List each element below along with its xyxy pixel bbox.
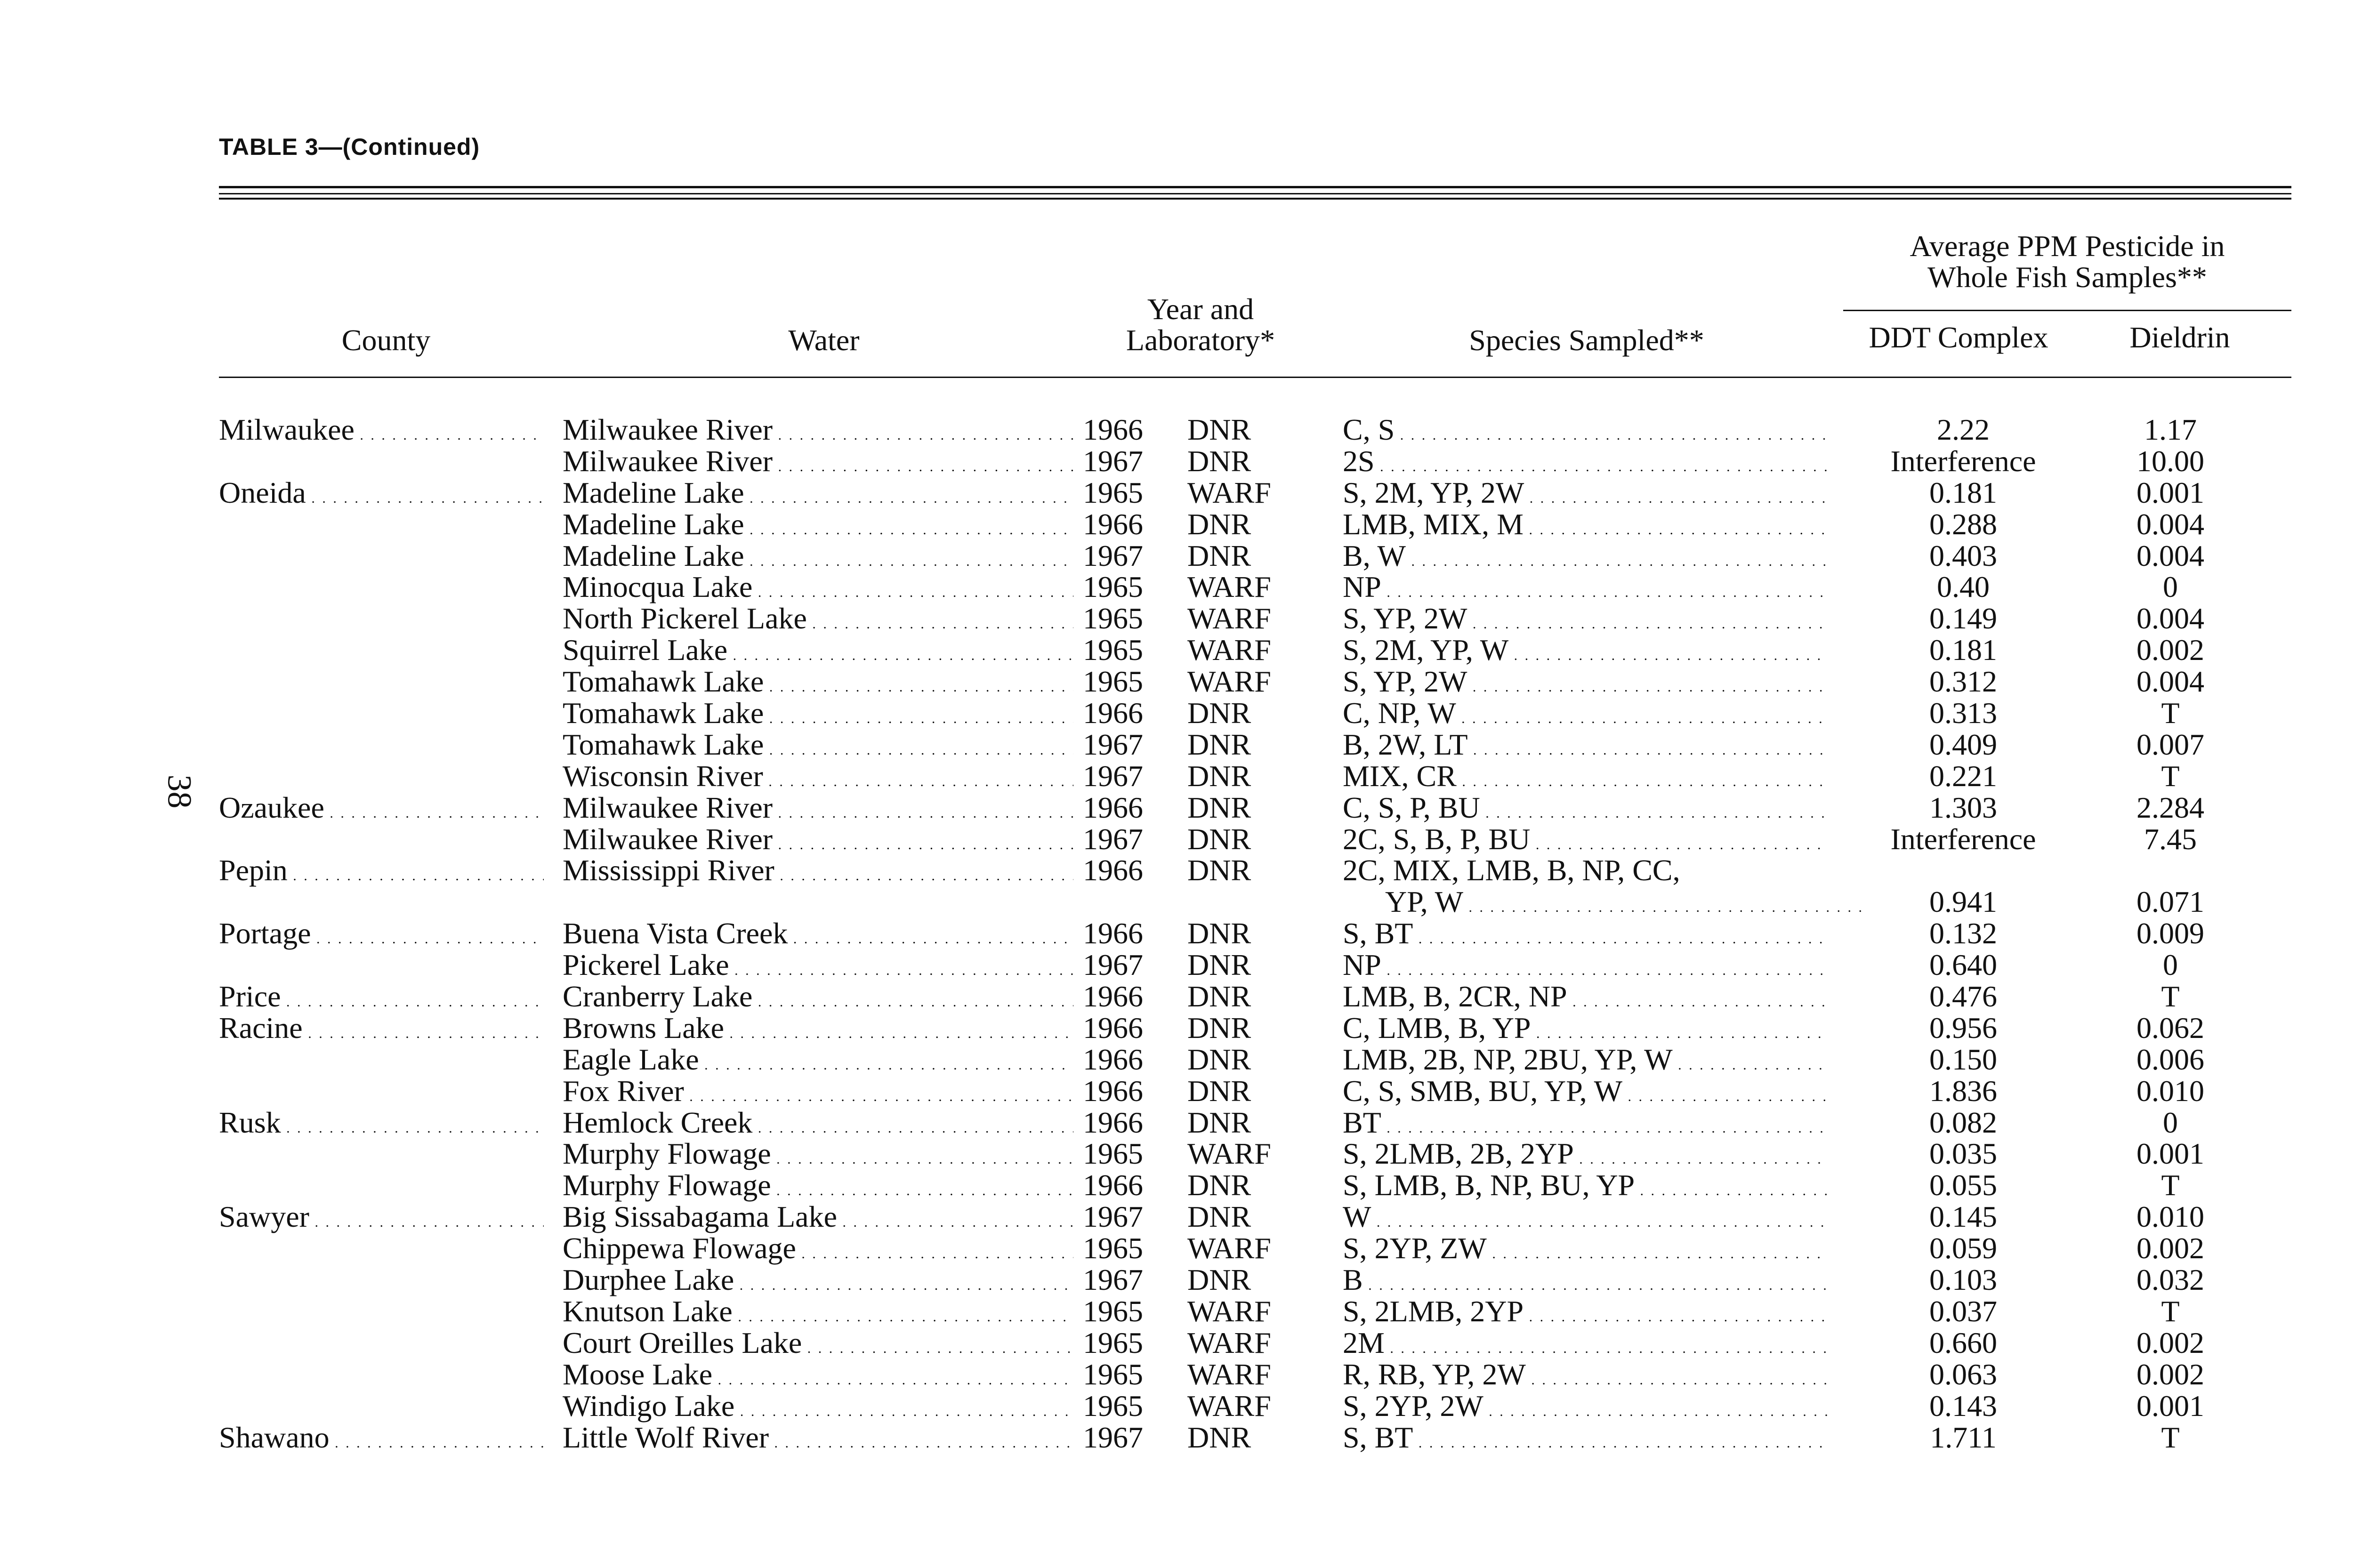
table-row	[0, 571, 2354, 603]
species-cell: S, 2YP, 2W . . .	[1343, 1391, 1828, 1427]
species-cell: 2S . . .	[1343, 446, 1828, 482]
water-cell: Knutson Lake . . .	[563, 1296, 1073, 1333]
species-cell: S, BT . . .	[1343, 918, 1828, 955]
laboratory-cell: WARF	[1187, 1295, 1271, 1327]
water-cell: Madeline Lake . . .	[563, 540, 1073, 577]
water-cell: Pickerel Lake . . .	[563, 949, 1073, 986]
year-cell: 1967	[1083, 729, 1143, 760]
table-caption: TABLE 3—(Continued)	[219, 134, 480, 160]
laboratory-cell: WARF	[1187, 1359, 1271, 1390]
species-cell: C, NP, W . . .	[1343, 698, 1828, 734]
table-row	[0, 855, 2354, 886]
dieldrin-cell: 0.002	[2136, 1359, 2204, 1390]
page-number: 38	[161, 774, 199, 809]
laboratory-cell: DNR	[1187, 1075, 1251, 1107]
water-cell: Durphee Lake . . .	[563, 1264, 1073, 1301]
water-cell: Milwaukee River . . .	[563, 792, 1073, 829]
ddt-complex-cell: 0.149	[1929, 603, 1997, 635]
year-cell: 1965	[1083, 571, 1143, 603]
ddt-complex-cell: 0.640	[1929, 949, 1997, 981]
ddt-complex-cell: 0.288	[1929, 508, 1997, 540]
year-cell: 1966	[1083, 1075, 1143, 1107]
water-cell: Big Sissabagama Lake . . .	[563, 1201, 1073, 1238]
dieldrin-cell: 0.006	[2136, 1044, 2204, 1075]
table-row	[0, 886, 2354, 918]
table-row	[0, 981, 2354, 1013]
species-cell: S, 2LMB, 2YP . . .	[1343, 1296, 1828, 1333]
year-cell: 1965	[1083, 1359, 1143, 1390]
year-cell: 1966	[1083, 918, 1143, 949]
table-row	[0, 1422, 2354, 1454]
laboratory-cell: WARF	[1187, 635, 1271, 666]
ddt-complex-cell: 0.055	[1929, 1170, 1997, 1201]
water-cell: Browns Lake . . .	[563, 1013, 1073, 1049]
laboratory-cell: WARF	[1187, 1233, 1271, 1264]
dieldrin-cell: 0.004	[2136, 540, 2204, 571]
year-cell: 1967	[1083, 760, 1143, 792]
water-cell: Tomahawk Lake . . .	[563, 666, 1073, 703]
table-row	[0, 1107, 2354, 1139]
species-cell: B . . .	[1343, 1264, 1828, 1301]
laboratory-cell: DNR	[1187, 1012, 1251, 1044]
table-row	[0, 729, 2354, 761]
top-rule	[219, 186, 2291, 188]
table-row	[0, 446, 2354, 477]
water-cell: Milwaukee River . . .	[563, 446, 1073, 482]
species-cell: S, 2M, YP, 2W . . .	[1343, 477, 1828, 514]
table-row	[0, 414, 2354, 446]
county-cell: Oneida . . .	[219, 477, 544, 514]
water-cell: Little Wolf River . . .	[563, 1422, 1073, 1459]
top-rule	[219, 198, 2291, 200]
species-cell: LMB, 2B, NP, 2BU, YP, W . . .	[1343, 1044, 1828, 1081]
county-cell: Portage . . .	[219, 918, 544, 955]
dieldrin-cell: 0.004	[2136, 603, 2204, 635]
dieldrin-cell: 0.001	[2136, 1138, 2204, 1170]
ddt-complex-cell: 0.103	[1929, 1264, 1997, 1296]
water-cell: Fox River . . .	[563, 1076, 1073, 1112]
laboratory-cell: DNR	[1187, 1264, 1251, 1296]
ddt-complex-cell: 0.181	[1929, 635, 1997, 666]
dieldrin-cell: 10.00	[2136, 445, 2204, 477]
species-cell: NP . . .	[1343, 571, 1828, 608]
dieldrin-cell: 0.007	[2136, 729, 2204, 760]
county-cell: Milwaukee . . .	[219, 414, 544, 451]
laboratory-cell: DNR	[1187, 445, 1251, 477]
top-rule	[219, 193, 2291, 194]
table-row	[0, 1391, 2354, 1422]
table-row	[0, 1013, 2354, 1044]
table-row	[0, 1359, 2354, 1391]
laboratory-cell: DNR	[1187, 760, 1251, 792]
county-cell: Racine . . .	[219, 1013, 544, 1049]
laboratory-cell: DNR	[1187, 540, 1251, 571]
species-cell: 2C, S, B, P, BU . . .	[1343, 824, 1828, 860]
ddt-complex-cell: 0.059	[1929, 1233, 1997, 1264]
header-average-ppm: Average PPM Pesticide in Whole Fish Samples**	[1910, 229, 2225, 294]
year-cell: 1965	[1083, 1295, 1143, 1327]
ddt-complex-cell: 1.711	[1930, 1422, 1997, 1453]
laboratory-cell: WARF	[1187, 603, 1271, 635]
dieldrin-cell: 0.004	[2136, 508, 2204, 540]
water-cell: Windigo Lake . . .	[563, 1391, 1073, 1427]
dieldrin-cell: 0	[2163, 949, 2178, 981]
laboratory-cell: DNR	[1187, 1201, 1251, 1233]
species-cell: LMB, B, 2CR, NP . . .	[1343, 981, 1828, 1018]
year-cell: 1966	[1083, 792, 1143, 823]
laboratory-cell: DNR	[1187, 949, 1251, 981]
table-row	[0, 540, 2354, 572]
table-row	[0, 1201, 2354, 1233]
dieldrin-cell: 0.032	[2136, 1264, 2204, 1296]
species-cell: 2C, MIX, LMB, B, NP, CC,	[1343, 855, 1680, 886]
year-cell: 1967	[1083, 540, 1143, 571]
species-cell: R, RB, YP, 2W . . .	[1343, 1359, 1828, 1396]
species-cell: B, 2W, LT . . .	[1343, 729, 1828, 766]
water-cell: Murphy Flowage . . .	[563, 1138, 1073, 1175]
table-row	[0, 603, 2354, 635]
water-cell: North Pickerel Lake . . .	[563, 603, 1073, 640]
year-cell: 1967	[1083, 949, 1143, 981]
water-cell: Hemlock Creek . . .	[563, 1107, 1073, 1144]
species-cell: S, 2M, YP, W . . .	[1343, 635, 1828, 671]
table-row	[0, 635, 2354, 666]
laboratory-cell: DNR	[1187, 823, 1251, 855]
water-cell: Cranberry Lake . . .	[563, 981, 1073, 1018]
ddt-complex-cell: 0.313	[1929, 698, 1997, 729]
species-cell: BT . . .	[1343, 1107, 1828, 1144]
ddt-complex-cell: 1.836	[1929, 1075, 1997, 1107]
ddt-complex-cell: 0.132	[1929, 918, 1997, 949]
table-row	[0, 1296, 2354, 1327]
year-cell: 1966	[1083, 855, 1143, 886]
water-cell: Madeline Lake . . .	[563, 477, 1073, 514]
laboratory-cell: WARF	[1187, 1327, 1271, 1359]
header-ddt-complex: DDT Complex	[1869, 321, 2048, 354]
water-cell: Chippewa Flowage . . .	[563, 1233, 1073, 1270]
ddt-complex-cell: 0.409	[1929, 729, 1997, 760]
table-row	[0, 698, 2354, 729]
table-row	[0, 918, 2354, 949]
dieldrin-cell: 0	[2163, 571, 2178, 603]
species-cell: S, BT . . .	[1343, 1422, 1828, 1459]
table-row	[0, 1327, 2354, 1359]
year-cell: 1965	[1083, 477, 1143, 508]
laboratory-cell: DNR	[1187, 981, 1251, 1013]
table-row	[0, 1044, 2354, 1076]
dieldrin-cell: T	[2161, 1295, 2180, 1327]
table-row	[0, 509, 2354, 540]
laboratory-cell: DNR	[1187, 508, 1251, 540]
species-cell: YP, W . . .	[1343, 886, 1870, 923]
dieldrin-cell: 1.17	[2144, 414, 2197, 445]
water-cell: Tomahawk Lake . . .	[563, 698, 1073, 734]
table-row	[0, 761, 2354, 792]
dieldrin-cell: 0.004	[2136, 666, 2204, 698]
water-cell: Madeline Lake . . .	[563, 509, 1073, 546]
species-cell: NP . . .	[1343, 949, 1828, 986]
species-cell: B, W . . .	[1343, 540, 1828, 577]
dieldrin-cell: T	[2161, 698, 2180, 729]
water-cell: Buena Vista Creek . . .	[563, 918, 1073, 955]
county-cell: Price . . .	[219, 981, 544, 1018]
dieldrin-cell: 0.001	[2136, 477, 2204, 508]
water-cell: Mississippi River . . .	[563, 855, 1073, 892]
dieldrin-cell: 7.45	[2144, 823, 2197, 855]
year-cell: 1966	[1083, 1044, 1143, 1075]
ddt-complex-cell: 0.312	[1929, 666, 1997, 698]
species-cell: C, LMB, B, YP . . .	[1343, 1013, 1828, 1049]
ddt-complex-cell: 0.40	[1937, 571, 1990, 603]
ddt-complex-cell: 0.035	[1929, 1138, 1997, 1170]
year-cell: 1965	[1083, 666, 1143, 698]
county-cell: Sawyer . . .	[219, 1201, 544, 1238]
ddt-complex-cell: 0.660	[1929, 1327, 1997, 1359]
species-cell: S, LMB, B, NP, BU, YP . . .	[1343, 1170, 1828, 1206]
dieldrin-cell: 0.062	[2136, 1012, 2204, 1044]
water-cell: Murphy Flowage . . .	[563, 1170, 1073, 1206]
water-cell: Tomahawk Lake . . .	[563, 729, 1073, 766]
species-cell: S, 2LMB, 2B, 2YP . . .	[1343, 1138, 1828, 1175]
table-row	[0, 1076, 2354, 1107]
dieldrin-cell: 0.002	[2136, 1327, 2204, 1359]
table-row	[0, 1170, 2354, 1201]
ddt-complex-cell: 0.143	[1929, 1390, 1997, 1422]
laboratory-cell: DNR	[1187, 1044, 1251, 1075]
laboratory-cell: DNR	[1187, 1170, 1251, 1201]
species-cell: S, YP, 2W . . .	[1343, 603, 1828, 640]
water-cell: Court Oreilles Lake . . .	[563, 1327, 1073, 1364]
species-cell: C, S, SMB, BU, YP, W . . .	[1343, 1076, 1828, 1112]
ddt-complex-cell: 0.941	[1929, 886, 1997, 918]
laboratory-cell: WARF	[1187, 1138, 1271, 1170]
ddt-complex-cell: 0.145	[1929, 1201, 1997, 1233]
county-cell: Pepin . . .	[219, 855, 544, 892]
header-county: County	[341, 323, 431, 357]
ddt-complex-cell: 0.956	[1929, 1012, 1997, 1044]
ddt-complex-cell: 0.037	[1929, 1295, 1997, 1327]
laboratory-cell: DNR	[1187, 792, 1251, 823]
county-cell: Ozaukee . . .	[219, 792, 544, 829]
ddt-complex-cell: 1.303	[1929, 792, 1997, 823]
laboratory-cell: DNR	[1187, 1422, 1251, 1453]
table-row	[0, 477, 2354, 509]
laboratory-cell: DNR	[1187, 414, 1251, 445]
laboratory-cell: WARF	[1187, 666, 1271, 698]
laboratory-cell: DNR	[1187, 698, 1251, 729]
laboratory-cell: WARF	[1187, 571, 1271, 603]
dieldrin-cell: 0.002	[2136, 635, 2204, 666]
water-cell: Moose Lake . . .	[563, 1359, 1073, 1396]
dieldrin-cell: T	[2161, 760, 2180, 792]
water-cell: Milwaukee River . . .	[563, 824, 1073, 860]
ddt-complex-cell: 0.181	[1929, 477, 1997, 508]
year-cell: 1967	[1083, 1264, 1143, 1296]
ddt-complex-cell: 0.221	[1929, 760, 1997, 792]
ddt-complex-cell: 0.403	[1929, 540, 1997, 571]
dieldrin-cell: T	[2161, 1170, 2180, 1201]
year-cell: 1966	[1083, 414, 1143, 445]
table-row	[0, 792, 2354, 824]
dieldrin-cell: 0.010	[2136, 1201, 2204, 1233]
table-row	[0, 666, 2354, 698]
water-cell: Minocqua Lake . . .	[563, 571, 1073, 608]
dieldrin-cell: 0.002	[2136, 1233, 2204, 1264]
species-cell: S, YP, 2W . . .	[1343, 666, 1828, 703]
year-cell: 1966	[1083, 981, 1143, 1013]
ddt-complex-cell: Interference	[1890, 823, 2036, 855]
water-cell: Wisconsin River . . .	[563, 761, 1073, 797]
header-bottom-rule	[219, 377, 2291, 378]
year-cell: 1965	[1083, 1138, 1143, 1170]
year-cell: 1967	[1083, 445, 1143, 477]
dieldrin-cell: T	[2161, 981, 2180, 1013]
ddt-complex-cell: 0.476	[1929, 981, 1997, 1013]
species-cell: W . . .	[1343, 1201, 1828, 1238]
header-year-laboratory: Year and Laboratory*	[1126, 292, 1275, 357]
laboratory-cell: DNR	[1187, 1107, 1251, 1138]
dieldrin-cell: T	[2161, 1422, 2180, 1453]
year-cell: 1966	[1083, 698, 1143, 729]
dieldrin-cell: 0.001	[2136, 1390, 2204, 1422]
water-cell: Eagle Lake . . .	[563, 1044, 1073, 1081]
species-cell: C, S, P, BU . . .	[1343, 792, 1828, 829]
water-cell: Milwaukee River . . .	[563, 414, 1073, 451]
table-row	[0, 1138, 2354, 1170]
ddt-complex-cell: 0.082	[1929, 1107, 1997, 1138]
table-row	[0, 1233, 2354, 1264]
table-row	[0, 824, 2354, 855]
laboratory-cell: DNR	[1187, 729, 1251, 760]
county-cell: Shawano . . .	[219, 1422, 544, 1459]
header-species-sampled: Species Sampled**	[1469, 323, 1704, 357]
water-cell: Squirrel Lake . . .	[563, 635, 1073, 671]
ddt-complex-cell: 0.063	[1929, 1359, 1997, 1390]
year-cell: 1965	[1083, 1233, 1143, 1264]
year-cell: 1965	[1083, 1327, 1143, 1359]
table-row	[0, 1264, 2354, 1296]
year-cell: 1967	[1083, 823, 1143, 855]
laboratory-cell: WARF	[1187, 477, 1271, 508]
year-cell: 1967	[1083, 1422, 1143, 1453]
year-cell: 1966	[1083, 1107, 1143, 1138]
species-cell: LMB, MIX, M . . .	[1343, 509, 1828, 546]
dieldrin-cell: 2.284	[2136, 792, 2204, 823]
species-cell: C, S . . .	[1343, 414, 1828, 451]
ddt-complex-cell: Interference	[1890, 445, 2036, 477]
table-body	[0, 414, 2354, 1453]
header-group-rule	[1843, 310, 2291, 311]
year-cell: 1965	[1083, 603, 1143, 635]
laboratory-cell: WARF	[1187, 1390, 1271, 1422]
year-cell: 1966	[1083, 1012, 1143, 1044]
year-cell: 1965	[1083, 1390, 1143, 1422]
laboratory-cell: DNR	[1187, 918, 1251, 949]
header-dieldrin: Dieldrin	[2129, 321, 2230, 354]
species-cell: MIX, CR . . .	[1343, 761, 1828, 797]
county-cell: Rusk . . .	[219, 1107, 544, 1144]
year-cell: 1965	[1083, 635, 1143, 666]
dieldrin-cell: 0.010	[2136, 1075, 2204, 1107]
year-cell: 1966	[1083, 508, 1143, 540]
species-cell: S, 2YP, ZW . . .	[1343, 1233, 1828, 1270]
dieldrin-cell: 0	[2163, 1107, 2178, 1138]
year-cell: 1966	[1083, 1170, 1143, 1201]
dieldrin-cell: 0.009	[2136, 918, 2204, 949]
header-water: Water	[788, 323, 860, 357]
species-cell: 2M . . .	[1343, 1327, 1828, 1364]
table-row	[0, 949, 2354, 981]
ddt-complex-cell: 0.150	[1929, 1044, 1997, 1075]
dieldrin-cell: 0.071	[2136, 886, 2204, 918]
ddt-complex-cell: 2.22	[1937, 414, 1990, 445]
laboratory-cell: DNR	[1187, 855, 1251, 886]
year-cell: 1967	[1083, 1201, 1143, 1233]
